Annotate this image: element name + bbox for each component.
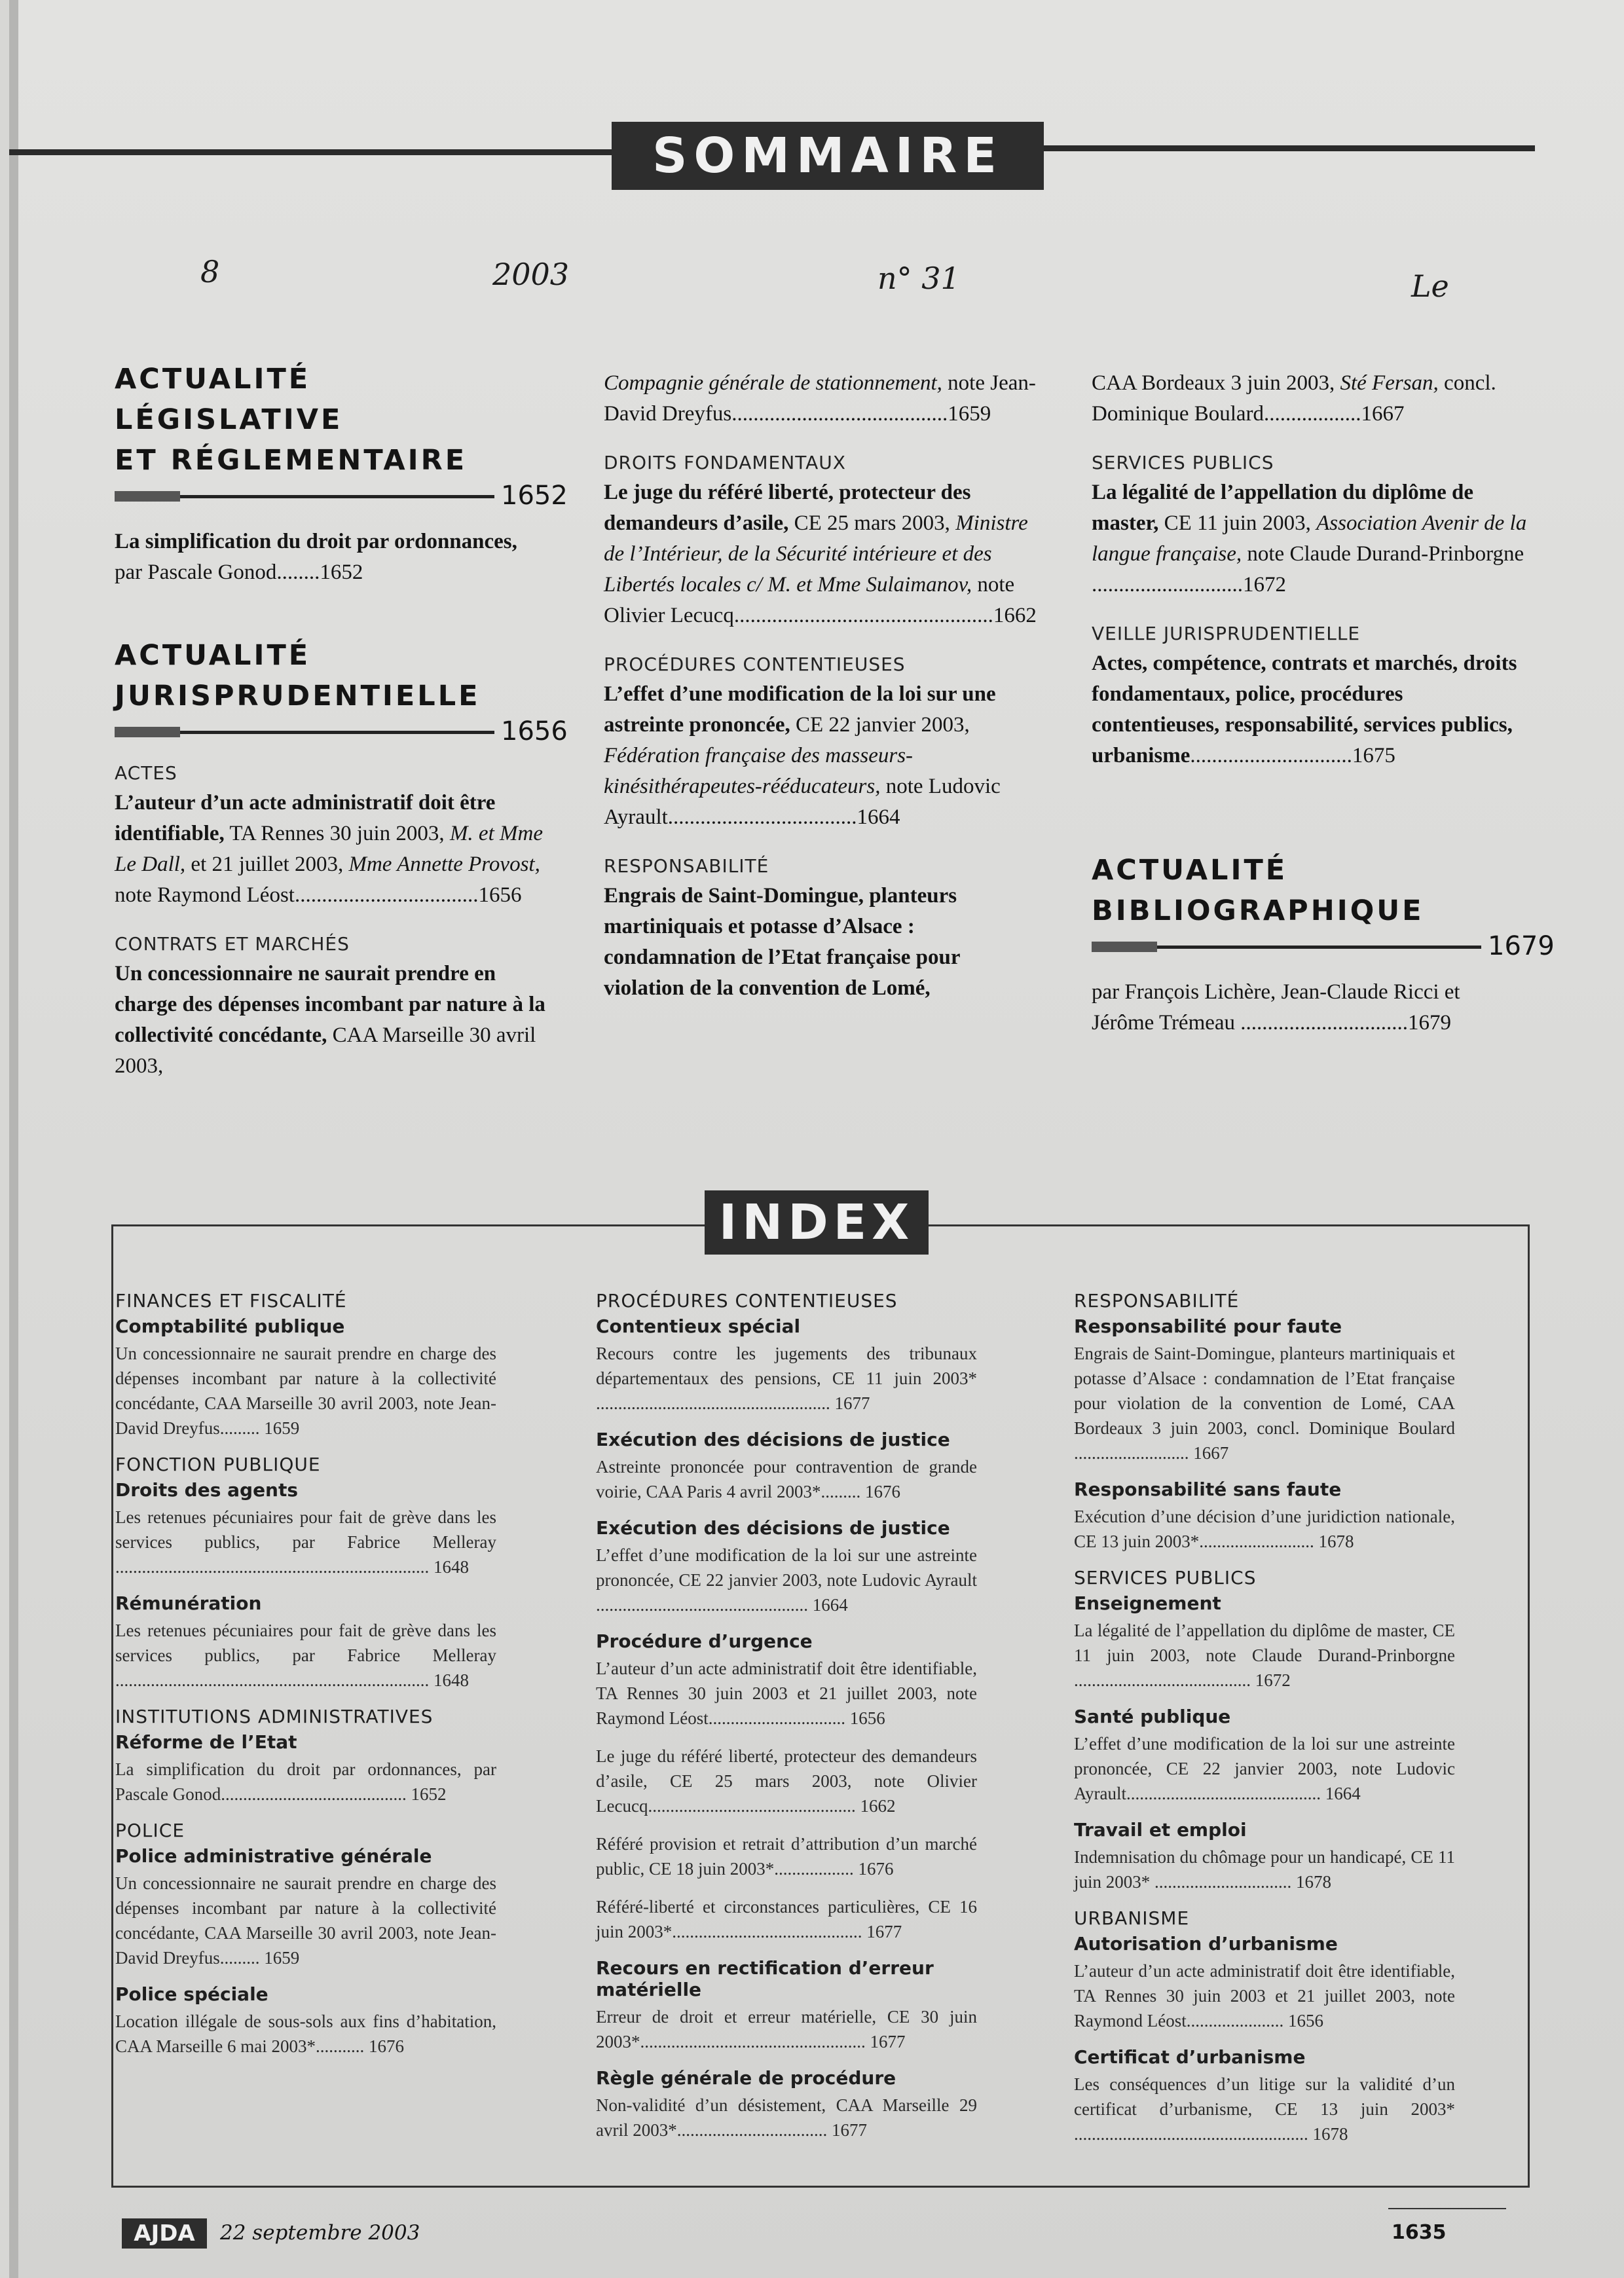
title-line: ET RÉGLEMENTAIRE xyxy=(115,444,468,477)
title-line: ACTUALITÉ xyxy=(1092,854,1288,887)
entry-detail: note Claude Durand-Prinborgne ............................1672 xyxy=(1092,542,1524,597)
index-column-3 xyxy=(1074,1290,1455,2159)
handwritten-note-1: 8 xyxy=(200,254,220,289)
section-title-bibliographique xyxy=(1092,850,1527,931)
sommaire-entry[interactable] xyxy=(604,477,1039,631)
entry-party: Compagnie générale de stationnement, xyxy=(604,371,942,395)
subsection-heading: PROCÉDURES CONTENTIEUSES xyxy=(604,653,906,675)
title-line: BIBLIOGRAPHIQUE xyxy=(1092,894,1424,927)
index-subcategory: Comptabilité publique xyxy=(115,1315,345,1337)
entry-title: L’auteur d’un acte administratif doit être identifiable, xyxy=(115,791,496,845)
index-subcategory: Exécution des décisions de justice xyxy=(596,1429,950,1450)
entry-detail: note Olivier Lecucq................................................1662 xyxy=(604,573,1037,627)
index-entry[interactable]: La simplification du droit par ordonnances, par Pascale Gonod.......................................... 1652 xyxy=(115,1759,496,1804)
entry-detail: note Ludovic Ayrault...................................1664 xyxy=(604,775,1001,829)
sommaire-column-3 xyxy=(1092,368,1555,1038)
index-subcategory: Police spéciale xyxy=(115,1983,268,2005)
entry-title: Engrais de Saint-Domingue, planteurs martiniquais et potasse d’Alsace : condamnation de l’Etat française pour violation de la convention de Lomé, xyxy=(604,884,960,1000)
header-rule-right xyxy=(1044,145,1535,151)
index-entry[interactable]: Exécution d’une décision d’une juridiction nationale, CE 13 juin 2003*.......................... 1678 xyxy=(1074,1507,1455,1551)
journal-logo: AJDA xyxy=(122,2218,207,2249)
index-entry[interactable]: Les retenues pécuniaires pour fait de grève dans les services publics, par Fabrice Melleray ....................................................................... 1648 xyxy=(115,1621,496,1690)
index-column-2 xyxy=(596,1290,977,2156)
index-category: POLICE xyxy=(115,1820,185,1841)
subsection-heading: RESPONSABILITÉ xyxy=(604,855,769,877)
title-line: JURISPRUDENTIELLE xyxy=(115,680,481,712)
handwritten-number: n° 31 xyxy=(877,261,960,296)
index-entry[interactable]: Le juge du référé liberté, protecteur des demandeurs d’asile, CE 25 mars 2003, note Olivier Lecucq............................................... 1662 xyxy=(596,1746,977,1816)
page-edge xyxy=(9,0,18,2278)
entry-detail: note Raymond Léost..................................1656 xyxy=(115,883,522,907)
sommaire-banner: SOMMAIRE xyxy=(612,122,1044,190)
index-entry[interactable]: Les retenues pécuniaires pour fait de grève dans les services publics, par Fabrice Melleray ....................................................................... 1648 xyxy=(115,1507,496,1577)
sommaire-entry[interactable] xyxy=(604,881,1039,1004)
index-subcategory: Règle générale de procédure xyxy=(596,2067,896,2089)
entry-party: Fédération française des masseurs-kinésithérapeutes-rééducateurs, xyxy=(604,744,913,798)
rule-line xyxy=(1157,946,1481,949)
index-entry[interactable]: Référé-liberté et circonstances particulières, CE 16 juin 2003*........................................... 1677 xyxy=(596,1897,977,1941)
handwritten-year: 2003 xyxy=(492,257,570,292)
section-title-jurisprudentielle xyxy=(115,635,550,716)
rule-line xyxy=(180,495,494,498)
page-number: 1635 xyxy=(1392,2221,1447,2244)
index-entry[interactable]: L’effet d’une modification de la loi sur une astreinte prononcée, CE 22 janvier 2003, note Ludovic Ayrault ................................................ 1664 xyxy=(596,1545,977,1615)
sommaire-entry[interactable] xyxy=(115,788,550,911)
entry-detail: CE 11 juin 2003, xyxy=(1158,511,1317,535)
header-rule-left xyxy=(9,149,612,155)
index-entry[interactable]: L’auteur d’un acte administratif doit être identifiable, TA Rennes 30 juin 2003 et 21 juillet 2003, note Raymond Léost...................... 1656 xyxy=(1074,1961,1455,2030)
entry-detail: CE 25 mars 2003, xyxy=(788,511,956,535)
section-rule xyxy=(115,716,568,746)
entry-detail: et 21 juillet 2003, xyxy=(185,853,349,876)
entry-title: Actes, compétence, contrats et marchés, droits fondamentaux, police, procédures contentieuses, responsabilité, services publics, urbanisme xyxy=(1092,652,1517,767)
index-subcategory: Enseignement xyxy=(1074,1592,1221,1614)
subsection-heading: ACTES xyxy=(115,762,177,784)
index-subcategory: Travail et emploi xyxy=(1074,1819,1247,1841)
sommaire-entry[interactable]: par François Lichère, Jean-Claude Ricci et Jérôme Trémeau ...............................1679 xyxy=(1092,980,1460,1035)
index-entry[interactable]: Recours contre les jugements des tribunaux départementaux des pensions, CE 11 juin 2003* ..................................................... 1677 xyxy=(596,1344,977,1413)
subsection-heading: SERVICES PUBLICS xyxy=(1092,452,1274,473)
entry-detail: par Pascale Gonod........1652 xyxy=(115,560,363,584)
rule-line xyxy=(180,731,494,734)
index-category: SERVICES PUBLICS xyxy=(1074,1567,1257,1589)
index-entry[interactable]: L’auteur d’un acte administratif doit être identifiable, TA Rennes 30 juin 2003 et 21 juillet 2003, note Raymond Léost............................... 1656 xyxy=(596,1659,977,1728)
index-entry[interactable]: Référé provision et retrait d’attribution d’un marché public, CE 18 juin 2003*.................. 1676 xyxy=(596,1834,977,1879)
index-subcategory: Responsabilité pour faute xyxy=(1074,1315,1342,1337)
subsection-heading: CONTRATS ET MARCHÉS xyxy=(115,933,350,955)
section-rule xyxy=(1092,931,1555,961)
sommaire-entry-continued[interactable] xyxy=(604,368,1039,430)
index-entry[interactable]: Erreur de droit et erreur matérielle, CE 30 juin 2003*................................................... 1677 xyxy=(596,2007,977,2051)
rule-block xyxy=(1092,942,1157,952)
entry-detail: CE 22 janvier 2003, xyxy=(790,713,970,737)
subsection-heading: VEILLE JURISPRUDENTIELLE xyxy=(1092,623,1361,644)
entry-detail: concl. Dominique Boulard..................1667 xyxy=(1092,371,1496,426)
index-entry[interactable]: Engrais de Saint-Domingue, planteurs martiniquais et potasse d’Alsace : condamnation de l’Etat française pour violation de la convention de Lomé, CAA Bordeaux 3 juin 2003, concl. Dominique Boulard .......................... 1667 xyxy=(1074,1344,1455,1463)
sommaire-entry[interactable] xyxy=(115,526,550,588)
sommaire-column-1 xyxy=(115,359,568,1082)
index-entry[interactable]: Location illégale de sous-sols aux fins d’habitation, CAA Marseille 6 mai 2003*........... 1676 xyxy=(115,2012,496,2056)
entry-title: La simplification du droit par ordonnances, xyxy=(115,530,517,553)
entry-title: La légalité de l’appellation du diplôme de master, xyxy=(1092,481,1474,535)
index-subcategory: Contentieux spécial xyxy=(596,1315,801,1337)
index-category: RESPONSABILITÉ xyxy=(1074,1290,1240,1312)
issue-date: 22 septembre 2003 xyxy=(220,2221,420,2245)
section-page-number: 1652 xyxy=(501,481,568,511)
entry-party: Sté Fersan, xyxy=(1340,371,1439,395)
entry-party: Ministre de l’Intérieur, de la Sécurité intérieure et des Libertés locales c/ M. et Mme Sulaimanov, xyxy=(604,511,1028,597)
index-banner: INDEX xyxy=(705,1190,929,1255)
index-entry[interactable]: La légalité de l’appellation du diplôme de master, CE 11 juin 2003, note Claude Durand-Prinborgne ........................................ 1672 xyxy=(1074,1621,1455,1690)
index-subcategory: Responsabilité sans faute xyxy=(1074,1479,1342,1500)
entry-title: L’effet d’une modification de la loi sur une astreinte prononcée, xyxy=(604,682,996,737)
entry-party: Mme Annette Provost, xyxy=(348,853,540,876)
entry-party: Association Avenir de la langue française, xyxy=(1092,511,1527,566)
index-entry[interactable]: L’effet d’une modification de la loi sur une astreinte prononcée, CE 22 janvier 2003, note Ludovic Ayrault............................................ 1664 xyxy=(1074,1734,1455,1803)
index-entry[interactable]: Non-validité d’un désistement, CAA Marseille 29 avril 2003*.................................. 1677 xyxy=(596,2095,977,2140)
title-line: ACTUALITÉ LÉGISLATIVE xyxy=(115,363,343,436)
index-entry[interactable]: Astreinte prononcée pour contravention de grande voirie, CAA Paris 4 avril 2003*......... 1676 xyxy=(596,1457,977,1501)
sommaire-column-2 xyxy=(604,368,1039,1004)
entry-detail: CAA Bordeaux 3 juin 2003, xyxy=(1092,371,1340,395)
index-column-1 xyxy=(115,1290,496,2072)
section-page-number: 1679 xyxy=(1488,931,1555,961)
index-subcategory: Autorisation d’urbanisme xyxy=(1074,1933,1338,1955)
sommaire-entry[interactable] xyxy=(1092,477,1527,600)
title-line: ACTUALITÉ xyxy=(115,639,311,672)
section-title-legislative xyxy=(115,359,550,481)
index-entry[interactable]: Un concessionnaire ne saurait prendre en charge des dépenses incombant par nature à la collectivité concédante, CAA Marseille 30 avril 2003, note Jean-David Dreyfus......... 1659 xyxy=(115,1344,496,1438)
index-subcategory: Police administrative générale xyxy=(115,1845,432,1867)
footer-rule xyxy=(1388,2208,1506,2209)
handwritten-le: Le xyxy=(1411,268,1449,304)
index-subcategory: Recours en rectification d’erreur matérielle xyxy=(596,1957,934,2000)
entry-title: Le juge du référé liberté, protecteur des demandeurs d’asile, xyxy=(604,481,971,535)
index-category: URBANISME xyxy=(1074,1907,1190,1929)
rule-block xyxy=(115,727,180,737)
index-category: INSTITUTIONS ADMINISTRATIVES xyxy=(115,1706,434,1727)
index-category: PROCÉDURES CONTENTIEUSES xyxy=(596,1290,898,1312)
entry-detail: ..............................1675 xyxy=(1190,744,1395,767)
entry-detail: note Jean-David Dreyfus........................................1659 xyxy=(604,371,1036,426)
rule-block xyxy=(115,491,180,502)
sommaire-entry[interactable] xyxy=(604,679,1039,833)
index-subcategory: Droits des agents xyxy=(115,1479,299,1501)
entry-party: M. et Mme Le Dall, xyxy=(115,822,543,876)
index-entry[interactable]: Les conséquences d’un litige sur la validité d’un certificat d’urbanisme, CE 13 juin 2003* ..................................................... 1678 xyxy=(1074,2074,1455,2144)
sommaire-entry[interactable] xyxy=(115,959,550,1082)
entry-detail: TA Rennes 30 juin 2003, xyxy=(224,822,450,845)
index-subcategory: Exécution des décisions de justice xyxy=(596,1517,950,1539)
index-subcategory: Procédure d’urgence xyxy=(596,1630,813,1652)
index-entry[interactable]: Indemnisation du chômage pour un handicapé, CE 11 juin 2003* ............................... 1678 xyxy=(1074,1847,1455,1892)
entry-detail: CAA Marseille 30 avril 2003, xyxy=(115,1023,536,1078)
index-subcategory: Réforme de l’Etat xyxy=(115,1731,297,1753)
section-page-number: 1656 xyxy=(501,716,568,746)
index-subcategory: Santé publique xyxy=(1074,1706,1231,1727)
subsection-heading: DROITS FONDAMENTAUX xyxy=(604,452,846,473)
entry-title: Un concessionnaire ne saurait prendre en charge des dépenses incombant par nature à la collectivité concédante, xyxy=(115,962,545,1047)
sommaire-entry-continued[interactable] xyxy=(1092,368,1527,430)
index-category: FONCTION PUBLIQUE xyxy=(115,1454,321,1475)
index-subcategory: Certificat d’urbanisme xyxy=(1074,2046,1306,2068)
section-rule xyxy=(115,481,568,511)
index-category: FINANCES ET FISCALITÉ xyxy=(115,1290,347,1312)
index-entry[interactable]: Un concessionnaire ne saurait prendre en charge des dépenses incombant par nature à la collectivité concédante, CAA Marseille 30 avril 2003, note Jean-David Dreyfus......... 1659 xyxy=(115,1873,496,1968)
index-subcategory: Rémunération xyxy=(115,1592,262,1614)
sommaire-entry[interactable] xyxy=(1092,648,1527,771)
